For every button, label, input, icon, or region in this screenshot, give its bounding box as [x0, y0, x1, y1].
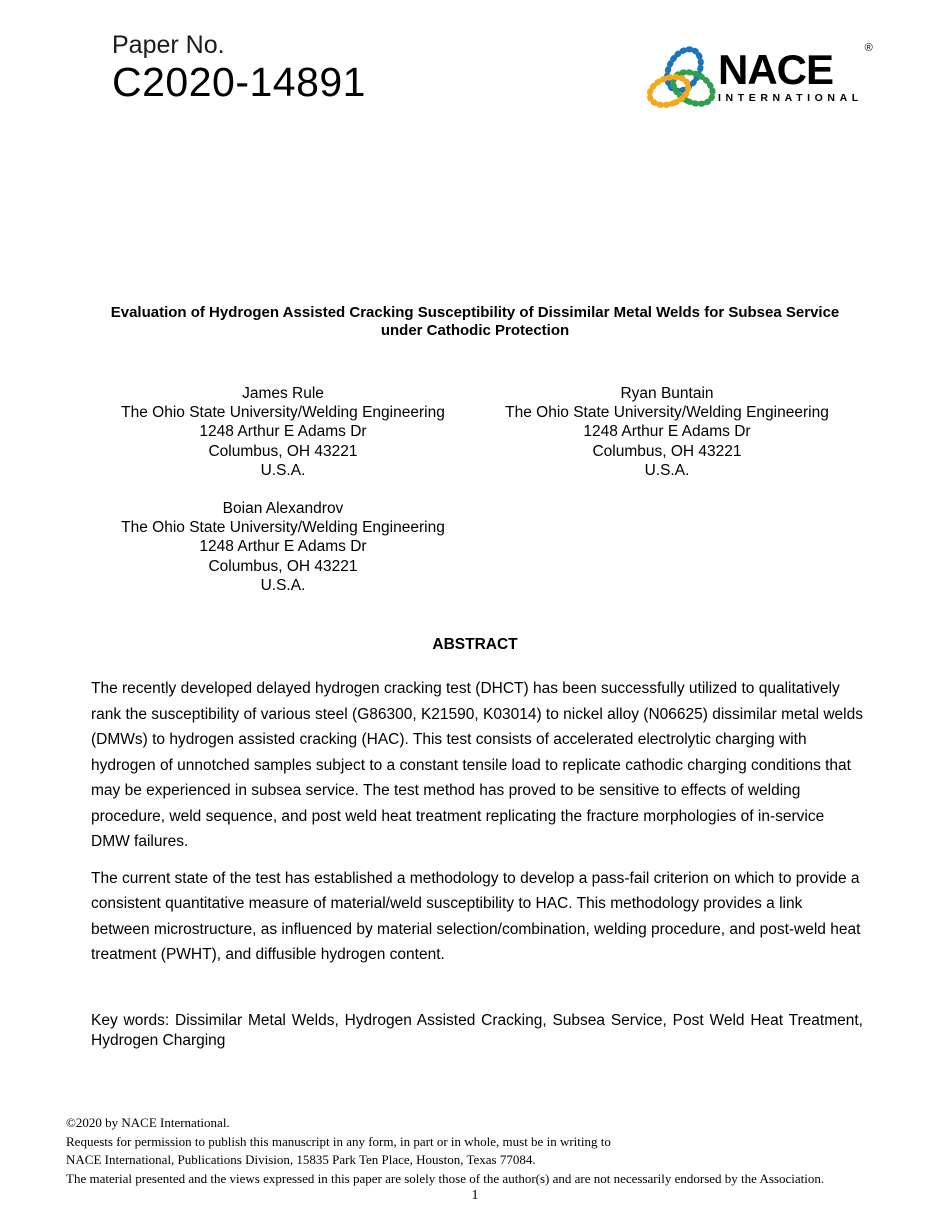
author-country: U.S.A. — [644, 461, 690, 479]
author-affiliation: The Ohio State University/Welding Engineering — [121, 404, 445, 422]
nace-logo — [646, 42, 873, 118]
author-address: 1248 Arthur E Adams Dr — [199, 538, 367, 556]
authors-section — [91, 384, 859, 595]
author-block-ryan-buntain — [475, 384, 859, 480]
author-affiliation: The Ohio State University/Welding Engineering — [505, 404, 829, 422]
paper-title-line-2: under Cathodic Protection — [380, 322, 570, 339]
paper-title-line-1: Evaluation of Hydrogen Assisted Cracking Susceptibility of Dissimilar Metal Welds for Subsea Service — [110, 304, 840, 321]
author-city: Columbus, OH 43221 — [208, 557, 358, 575]
keywords-paragraph: Key words: Dissimilar Metal Welds, Hydrogen Assisted Cracking, Subsea Service, Post Weld Heat Treatment, Hydrogen Charging — [91, 1012, 863, 1049]
author-name: Boian Alexandrov — [222, 500, 344, 518]
registered-trademark-icon: ® — [864, 42, 873, 54]
paper-number-block — [112, 30, 366, 105]
author-block-boian-alexandrov — [91, 499, 475, 595]
paper-no-value: C2020-14891 — [112, 59, 366, 105]
author-name: Ryan Buntain — [620, 385, 714, 402]
author-block-james-rule — [91, 384, 475, 480]
nace-logo-text — [718, 42, 873, 104]
footer-address-line: NACE International, Publications Division, 15835 Park Ten Place, Houston, Texas 77084. — [66, 1152, 536, 1167]
abstract-paragraph-1: The recently developed delayed hydrogen cracking test (DHCT) has been successfully utilized to qualitatively rank the susceptibility of various steel (G86300, K21590, K03014) to nickel alloy (N06625) dissimilar metal welds (DMWs) to hydrogen assisted cracking (HAC). This test consists of accelerated electrolytic charging with hydrogen of unnotched samples subject to a constant tensile load to replicate cathodic charging conditions that may be experienced in subsea service. The test method has proved to be sensitive to effects of welding procedure, weld sequence, and post weld heat treatment replicating the fracture morphologies of in-service DMW failures. — [91, 680, 863, 850]
author-city: Columbus, OH 43221 — [208, 442, 358, 460]
abstract-heading: ABSTRACT — [432, 636, 518, 653]
copyright-footer — [66, 1114, 896, 1188]
author-address: 1248 Arthur E Adams Dr — [199, 423, 367, 441]
page-number: 1 — [471, 1188, 479, 1203]
footer-copyright-line: ©2020 by NACE International. — [66, 1115, 230, 1130]
author-affiliation: The Ohio State University/Welding Engineering — [121, 519, 445, 537]
author-address: 1248 Arthur E Adams Dr — [583, 423, 751, 441]
footer-disclaimer-line: The material presented and the views expressed in this paper are solely those of the author(s) and are not necessarily endorsed by the Association. — [66, 1170, 825, 1186]
nace-trefoil-knot-icon — [646, 42, 716, 112]
authors-grid-spacer — [475, 499, 859, 595]
nace-wordmark: NACE — [718, 46, 834, 93]
footer-permission-line: Requests for permission to publish this manuscript in any form, in part or in whole, must be in writing to — [66, 1133, 611, 1149]
nace-subtitle: INTERNATIONAL — [718, 91, 863, 104]
author-country: U.S.A. — [260, 576, 306, 594]
author-country: U.S.A. — [260, 461, 306, 479]
abstract-body — [91, 676, 863, 979]
author-name: James Rule — [242, 385, 324, 402]
paper-title — [75, 304, 875, 340]
author-city: Columbus, OH 43221 — [592, 442, 742, 460]
paper-no-label: Paper No. — [112, 31, 225, 59]
abstract-paragraph-2: The current state of the test has established a methodology to develop a pass-fail criterion on which to provide a consistent quantitative measure of material/weld susceptibility to HAC. This methodology provides a link between microstructure, as influenced by material selection/combination, welding procedure, and post-weld heat treatment (PWHT), and diffusible hydrogen content. — [91, 869, 861, 963]
